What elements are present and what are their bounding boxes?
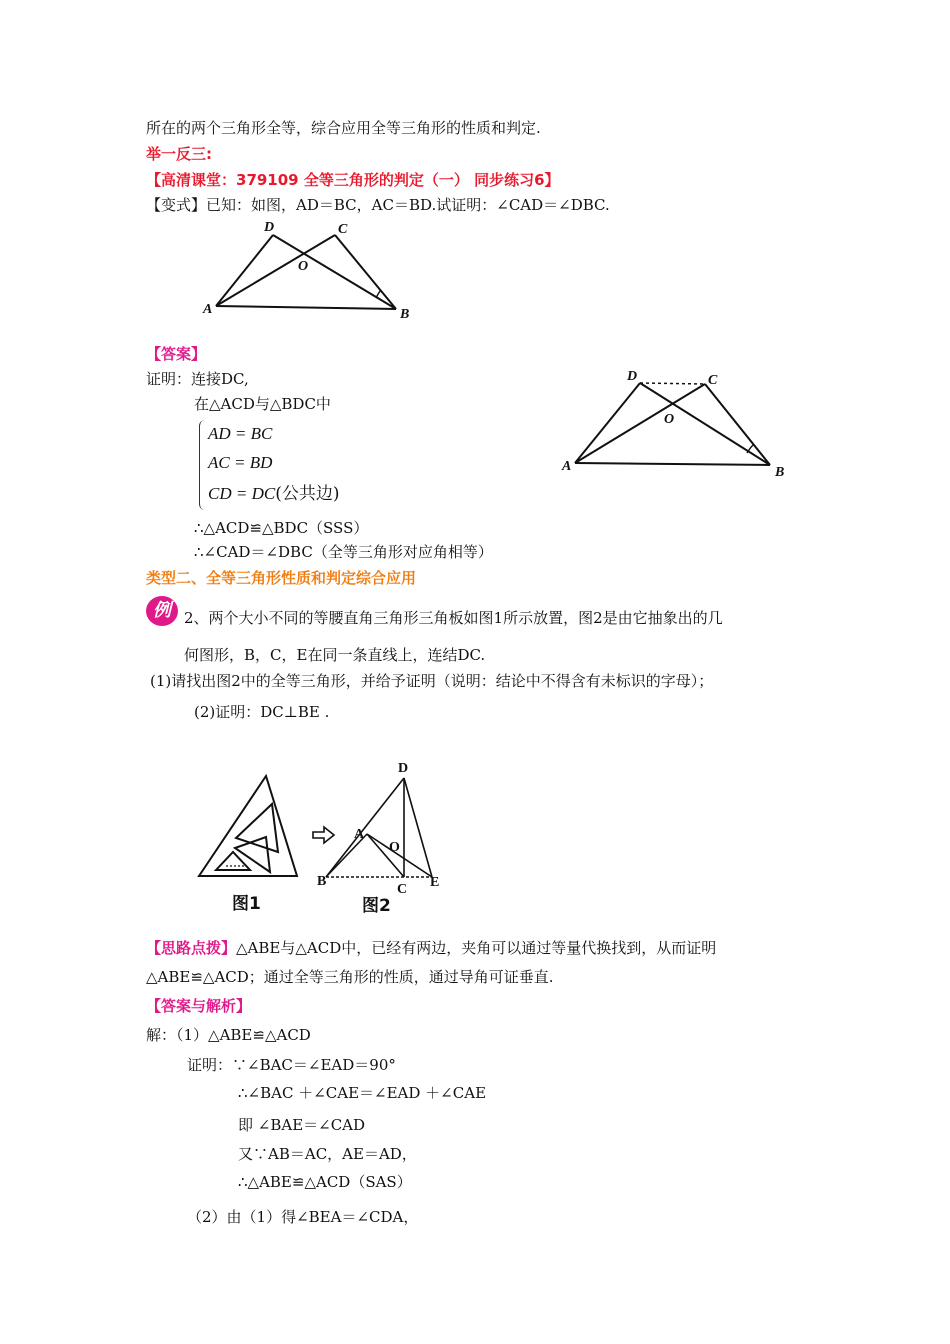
proof-line-4: ∴∠CAD＝∠DBC（全等三角形对应角相等） <box>194 543 493 561</box>
fig3-caption-1: 图1 <box>232 894 261 914</box>
fig1-label-C: C <box>338 222 348 237</box>
fig3-label-A: A <box>354 827 365 842</box>
solution-line-2: 证明：∵∠BAC＝∠EAD＝90° <box>187 1056 396 1074</box>
type2-heading: 类型二、全等三角形性质和判定综合应用 <box>146 569 417 587</box>
example-line-1: 2、两个大小不同的等腰直角三角形三角板如图1所示放置，图2是由它抽象出的几 <box>184 609 723 627</box>
variant-text: 已知：如图，AD＝BC，AC＝BD.试证明：∠CAD＝∠DBC. <box>206 196 610 214</box>
equation-3-expr: CD = DC <box>208 484 276 503</box>
variation-heading: 举一反三: <box>146 145 212 163</box>
fig3-label-D: D <box>398 761 409 776</box>
solution-line-1: 解：（1）△ABE≌△ACD <box>146 1026 311 1044</box>
answer-label: 【答案】 <box>146 345 207 363</box>
solution-line-5: 又∵AB＝AC，AE＝AD， <box>238 1145 417 1163</box>
variant-label: 【变式】 <box>146 196 207 214</box>
example-badge: 例 <box>146 596 178 626</box>
variant-problem <box>146 195 610 215</box>
intro-line: 所在的两个三角形全等，综合应用全等三角形的性质和判定. <box>146 119 541 137</box>
course-reference: 【高清课堂：379109 全等三角形的判定（一） 同步练习6】 <box>146 171 560 189</box>
solution-line-7: （2）由（1）得∠BEA＝∠CDA， <box>187 1208 419 1226</box>
proof-line-3: ∴△ACD≌△BDC（SSS） <box>194 519 369 537</box>
proof-line-1: 证明：连接DC, <box>146 370 249 388</box>
fig1-label-O: O <box>298 259 309 274</box>
fig1-label-B: B <box>400 307 410 322</box>
example-line-2: 何图形，B，C，E在同一条直线上，连结DC. <box>184 646 486 664</box>
fig1-label-D: D <box>264 220 275 235</box>
hint-line-2: △ABE≌△ACD；通过全等三角形的性质，通过导角可证垂直. <box>146 968 554 986</box>
fig2-label-A: A <box>562 459 572 474</box>
question-2: (2)证明：DC⊥BE . <box>194 703 330 721</box>
fig2-label-C: C <box>708 373 718 388</box>
fig3-label-B: B <box>317 874 327 889</box>
fig1-label-A: A <box>203 302 213 317</box>
fig2-label-O: O <box>664 412 675 427</box>
solution-line-4: 即 ∠BAE＝∠CAD <box>238 1116 366 1134</box>
hint-label: 【思路点拨】 <box>146 939 237 957</box>
hint-line-1 <box>146 938 716 958</box>
system-brace <box>199 420 208 510</box>
fig2-label-D: D <box>627 369 638 384</box>
fig2-label-B: B <box>775 465 785 480</box>
fig3-label-O: O <box>389 840 400 855</box>
hint-text-1: △ABE与△ACD中，已经有两边，夹角可以通过等量代换找到，从而证明 <box>236 939 717 957</box>
equation-3 <box>208 484 339 504</box>
fig3-label-E: E <box>430 875 440 890</box>
equation-1: AD = BC <box>208 424 273 443</box>
question-1: (1)请找出图2中的全等三角形，并给予证明（说明：结论中不得含有未标识的字母）； <box>150 672 714 690</box>
fig3-label-C: C <box>397 882 408 897</box>
fig3-caption-2: 图2 <box>362 896 391 916</box>
analysis-label: 【答案与解析】 <box>146 997 252 1015</box>
equation-2: AC = BD <box>208 453 273 472</box>
solution-line-6: ∴△ABE≌△ACD（SAS） <box>238 1173 412 1191</box>
equation-3-note: (公共边) <box>275 484 340 504</box>
solution-line-3: ∴∠BAC ＋∠CAE＝∠EAD ＋∠CAE <box>238 1084 487 1102</box>
proof-line-2: 在△ACD与△BDC中 <box>194 395 331 413</box>
